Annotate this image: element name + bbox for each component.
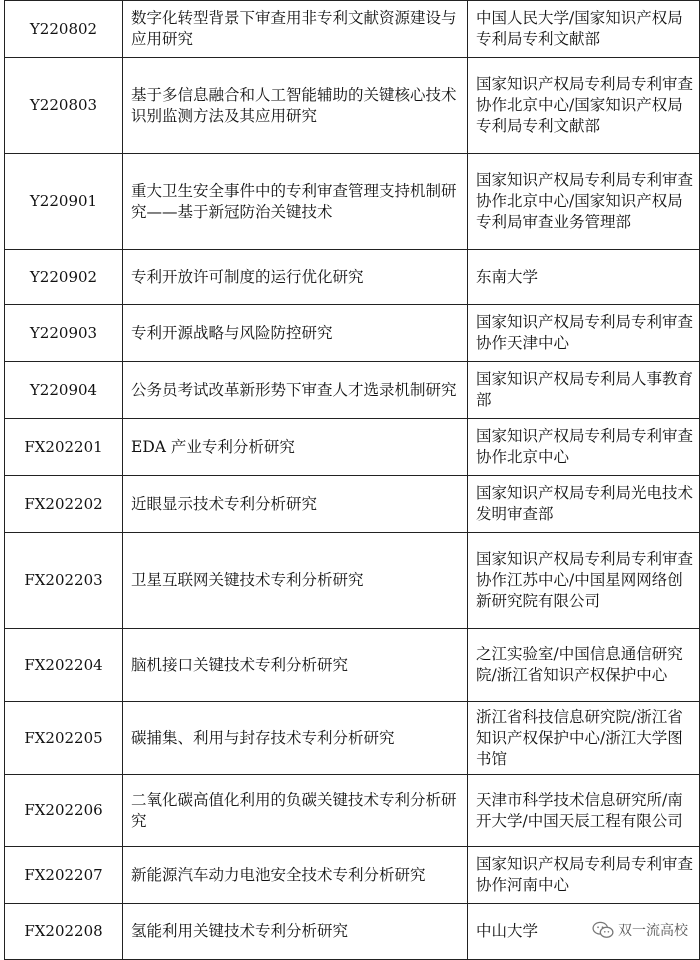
table-row	[5, 476, 700, 533]
project-organization: 国家知识产权局专利局人事教育部	[468, 362, 700, 419]
project-title: EDA 产业专利分析研究	[123, 419, 468, 476]
project-code: FX202207	[5, 847, 123, 904]
project-title: 专利开源战略与风险防控研究	[123, 305, 468, 362]
project-title: 新能源汽车动力电池安全技术专利分析研究	[123, 847, 468, 904]
project-code: FX202206	[5, 775, 123, 847]
project-organization: 国家知识产权局专利局专利审查协作北京中心/国家知识产权局专利局审查业务管理部	[468, 154, 700, 250]
table-row	[5, 533, 700, 629]
project-title: 氢能利用关键技术专利分析研究	[123, 904, 468, 960]
table-row	[5, 154, 700, 250]
table-row	[5, 702, 700, 775]
project-organization: 天津市科学技术信息研究所/南开大学/中国天辰工程有限公司	[468, 775, 700, 847]
project-code: FX202205	[5, 702, 123, 775]
project-code: FX202203	[5, 533, 123, 629]
project-organization: 国家知识产权局专利局专利审查协作北京中心/国家知识产权局专利局专利文献部	[468, 58, 700, 154]
project-code: Y220902	[5, 250, 123, 305]
project-title: 公务员考试改革新形势下审查人才选录机制研究	[123, 362, 468, 419]
watermark-text: 双一流高校	[618, 923, 688, 939]
project-organization: 国家知识产权局专利局专利审查协作天津中心	[468, 305, 700, 362]
project-code: FX202208	[5, 904, 123, 960]
table-row	[5, 775, 700, 847]
project-code: Y220803	[5, 58, 123, 154]
project-code: Y220901	[5, 154, 123, 250]
table-row	[5, 847, 700, 904]
project-organization: 国家知识产权局专利局专利审查协作北京中心	[468, 419, 700, 476]
table-row	[5, 419, 700, 476]
project-title: 脑机接口关键技术专利分析研究	[123, 629, 468, 702]
project-organization: 国家知识产权局专利局光电技术发明审查部	[468, 476, 700, 533]
project-organization: 浙江省科技信息研究院/浙江省知识产权保护中心/浙江大学图书馆	[468, 702, 700, 775]
project-code: FX202201	[5, 419, 123, 476]
table-row	[5, 305, 700, 362]
table-row	[5, 362, 700, 419]
project-title: 二氧化碳高值化利用的负碳关键技术专利分析研究	[123, 775, 468, 847]
project-code: Y220904	[5, 362, 123, 419]
project-title: 碳捕集、利用与封存技术专利分析研究	[123, 702, 468, 775]
project-table	[4, 0, 700, 960]
project-title: 数字化转型背景下审查用非专利文献资源建设与应用研究	[123, 1, 468, 58]
project-organization: 中国人民大学/国家知识产权局专利局专利文献部	[468, 1, 700, 58]
project-title: 卫星互联网关键技术专利分析研究	[123, 533, 468, 629]
table-row	[5, 1, 700, 58]
project-code: FX202202	[5, 476, 123, 533]
table-row	[5, 250, 700, 305]
project-code: Y220802	[5, 1, 123, 58]
project-title: 基于多信息融合和人工智能辅助的关键核心技术识别监测方法及其应用研究	[123, 58, 468, 154]
project-organization: 国家知识产权局专利局专利审查协作江苏中心/中国星网网络创新研究院有限公司	[468, 533, 700, 629]
project-organization: 国家知识产权局专利局专利审查协作河南中心	[468, 847, 700, 904]
project-title: 专利开放许可制度的运行优化研究	[123, 250, 468, 305]
project-title: 重大卫生安全事件中的专利审查管理支持机制研究——基于新冠防治关键技术	[123, 154, 468, 250]
watermark	[588, 918, 692, 942]
wechat-icon	[592, 921, 614, 939]
table-row	[5, 58, 700, 154]
project-organization: 东南大学	[468, 250, 700, 305]
project-title: 近眼显示技术专利分析研究	[123, 476, 468, 533]
project-organization: 之江实验室/中国信息通信研究院/浙江省知识产权保护中心	[468, 629, 700, 702]
project-code: FX202204	[5, 629, 123, 702]
project-code: Y220903	[5, 305, 123, 362]
project-organization: 中山大学	[468, 904, 700, 960]
table-row	[5, 629, 700, 702]
